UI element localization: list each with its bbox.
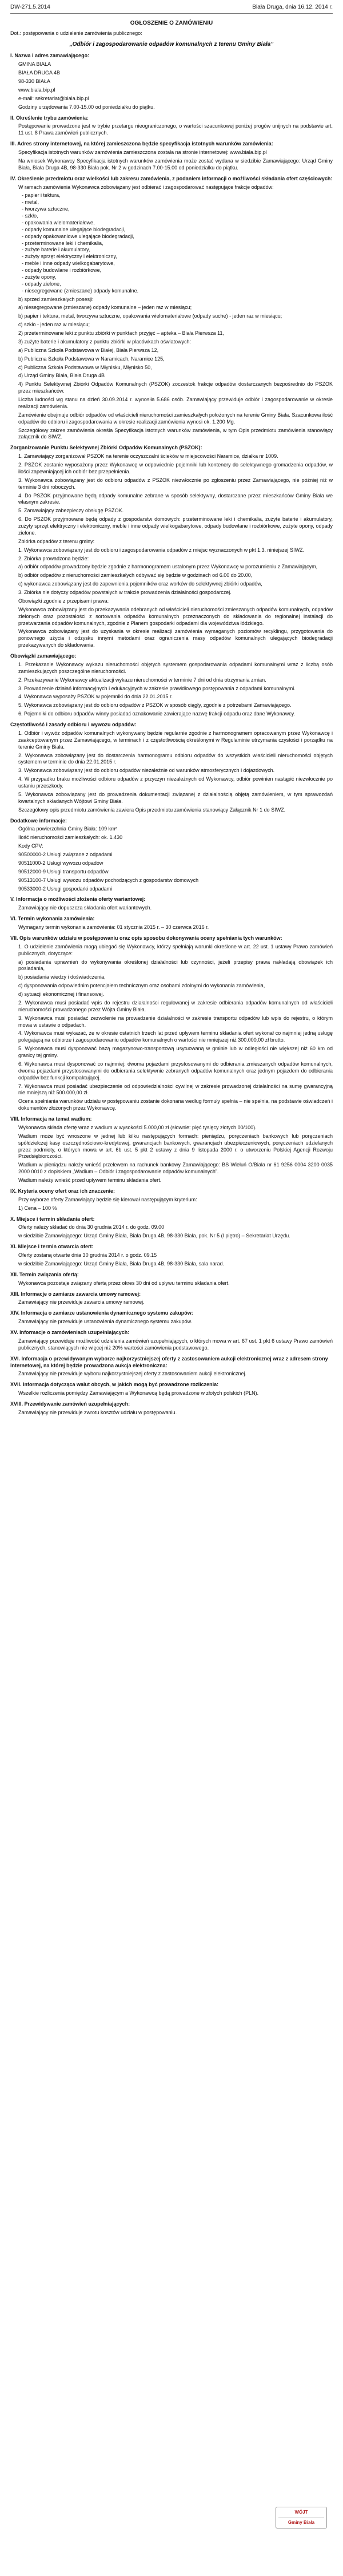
section-text: Oferty należy składać do dnia 30 grudnia 2014 r. do godz. 09.00 (18, 1224, 165, 1230)
section-heading: XVII. Informacja dotycząca walut obcych, w jakich mogą być prowadzone rozliczenia: (10, 1382, 219, 1388)
signature-stamp (276, 2507, 327, 2553)
place-date: Biała Druga, dnia 16.12. 2014 r. (252, 4, 333, 10)
section-text: Wymagany termin wykonania zamówienia: 01 stycznia 2015 r. – 30 czerwca 2016 r. (18, 924, 209, 931)
stamp-line-1: WÓJT (294, 2510, 308, 2515)
section-text: 1. Odbiór i wywóz odpadów komunalnych wykonywany będzie regularnie zgodnie z harmonogramem opracowanym przez Wykonawcę i zaakceptowanym przez Zamawiającego, w terminach i z częstotliwością określonymi w Regulaminie utrzymania czystości i porządku na terenie Gminy Biała. (18, 730, 333, 750)
section-text: 6. Pojemniki do odbioru odpadów winny posiadać oznakowanie zawierające nazwę frakcji odpadu oraz dane Wykonawcy. (18, 711, 296, 717)
section-text: 1. Zamawiający zorganizował PSZOK na terenie oczyszczalni ścieków w miejscowości Naramice, działka nr 1009. (18, 453, 278, 460)
stamp-line-2: Gminy Biała (288, 2519, 315, 2525)
section-text: Liczba ludności wg stanu na dzień 30.09.2014 r. wynosiła 5.686 osób. Zamawiający przewiduje odbiór i zagospodarowanie w okresie realizacji zamówienia. (18, 397, 333, 409)
list-item: - meble i inne odpady wielkogabarytowe, (22, 260, 333, 267)
section-text: b) Publiczna Szkoła Podstawowa w Naramicach, Naramice 125, (18, 355, 165, 362)
section-text: c) Publiczna Szkoła Podstawowa w Młynisku, Młynisko 50, (18, 364, 152, 370)
section-text: Wadium należy wnieść przed upływem terminu składania ofert. (18, 1177, 162, 1184)
section-text: b) posiadania wiedzy i doświadczenia, (18, 974, 106, 980)
section-text: 4. W przypadku braku możliwości odbioru odpadów z przyczyn niezależnych od Wykonawcy, odbiór powinien nastąpić niezwłocznie po ustaniu przeszkody. (18, 776, 333, 789)
section-text: Zamawiający nie dopuszcza składania ofert wariantowych. (18, 905, 152, 911)
fraction-list (22, 192, 333, 294)
list-item: - metal, (22, 199, 333, 206)
section-text: b) papier i tektura, metal, tworzywa sztuczne, opakowania wielomateriałowe (odpady suche) - jeden raz w miesiącu; (18, 313, 282, 319)
section-text: 90500000-2 Usługi związane z odpadami (18, 852, 113, 858)
list-item: - odpady opakowaniowe ulegające biodegradacji, (22, 234, 333, 240)
section-text: 3. Wykonawca musi posiadać zezwolenie na prowadzenie działalności w zakresie transportu odpadów lub wpis do rejestru, o którym mowa w ustawie o odpadach. (18, 1015, 333, 1028)
section-heading: Zorganizowanie Punktu Selektywnej Zbiórki Odpadów Komunalnych (PSZOK): (10, 445, 202, 451)
section-heading: III. Adres strony internetowej, na której zamieszczona będzie specyfikacja istotnych warunków zamówienia: (10, 141, 273, 147)
section-text: Postępowanie prowadzone jest w trybie przetargu nieograniczonego, o wartości szacunkowej poniżej progów unijnych na podstawie art. 11 ust. 8 Prawa zamówień publicznych. (18, 123, 333, 136)
sections-container (10, 53, 333, 1416)
section-text: 98-330 BIAŁA (18, 78, 51, 85)
section-text: b) sprzed zamieszkałych posesji: (18, 296, 94, 302)
document-page (10, 0, 333, 2525)
section-heading: VIII. Informacja na temat wadium: (10, 1116, 92, 1122)
section-heading: I. Nazwa i adres zamawiającego: (10, 53, 90, 59)
section-heading: XVIII. Przewidywanie zamówień uzupełniających: (10, 1401, 130, 1407)
section-text: Zamawiający nie przewiduje zwrotu kosztów udziału w postępowaniu. (18, 1409, 177, 1415)
section-heading: XII. Termin związania ofertą: (10, 1271, 79, 1277)
section-text: Ogólna powierzchnia Gminy Biała: 109 km² (18, 826, 117, 832)
section-text: 1) Cena – 100 % (18, 1205, 57, 1211)
section-text: 2. Wykonawca musi posiadać wpis do rejestru działalności regulowanej w zakresie odbierania odpadów komunalnych od właścicieli nieruchomości prowadzonego przez Wójta Gminy Biała. (18, 999, 333, 1012)
section-text: c) dysponowania odpowiednim potencjałem technicznym oraz osobami zdolnymi do wykonania zamówienia, (18, 983, 265, 989)
list-item: - papier i tektura, (22, 192, 333, 199)
section-text: 3. Wykonawca zobowiązany jest do odbioru odpadów niezależnie od warunków atmosferycznych i dojazdowych. (18, 767, 275, 774)
subject-name: „Odbiór i zagospodarowanie odpadów komunalnych z terenu Gminy Biała” (69, 41, 274, 48)
list-item: - odpady budowlane i rozbiórkowe, (22, 267, 333, 274)
section-text: Obowiązki zgodnie z przepisami prawa: (18, 597, 109, 604)
section-text: Specyfikacja istotnych warunków zamówienia zamieszczona została na stronie internetowej: www.biala.bip.pl (18, 149, 267, 156)
section-heading: VII. Opis warunków udziału w postępowaniu oraz opis sposobu dokonywania oceny spełniania tych warunków: (10, 935, 282, 941)
list-item: - odpady komunalne ulegające biodegradacji, (22, 227, 333, 234)
section-heading: Dodatkowe informacje: (10, 817, 67, 824)
section-text: a) Publiczna Szkoła Podstawowa w Białej, Biała Pierwsza 12, (18, 347, 159, 353)
section-text: Zbiórka odpadów z terenu gminy: (18, 538, 95, 544)
list-item: - zużyty sprzęt elektryczny i elektroniczny, (22, 254, 333, 260)
section-text: W ramach zamówienia Wykonawca zobowiązany jest odbierać i zagospodarować następujące frakcje odpadów: (18, 184, 274, 190)
section-text: Oferty zostaną otwarte dnia 30 grudnia 2014 r. o godz. 09.15 (18, 1252, 157, 1259)
section-text: 4) Punktu Selektywnej Zbiórki Odpadów Komunalnych (PSZOK) zoczestok frakcje odpadów dostarczanych bezpośrednio do PSZOK przez mieszkańców. (18, 381, 333, 394)
section-text: Szczegółowy zakres zamówienia określa Specyfikacja istotnych warunków zamówienia, w tym Opis przedmiotu zamówienia stanowiący załącznik do SIWZ. (18, 427, 333, 440)
section-text: 2. Wykonawca zobowiązany jest do dostarczenia harmonogramu odbioru odpadów do wszystkich właścicieli nieruchomości objętych systemem w terminie do dnia 22.01.2015 r. (18, 752, 333, 765)
list-item: - przeterminowane leki i chemikalia, (22, 240, 333, 247)
section-text: Wszelkie rozliczenia pomiędzy Zamawiającym a Wykonawcą będą prowadzone w złotych polskich (PLN). (18, 1390, 259, 1396)
section-text: Zamówienie obejmuje odbiór odpadów od właścicieli nieruchomości zamieszkałych położonych na terenie Gminy Biała. Szacunkowa ilość odpadów do odbioru i zagospodarowania w okresie realizacji zamówienia wynosi ok. 1.200 Mg. (18, 411, 333, 425)
section-text: 6. Wykonawca musi dysponować co najmniej: dwoma pojazdami przystosowanymi do odbierania zmieszanych odpadów komunalnych, dwoma pojazdami przystosowanymi do odbierania selektywnie zebranych odpadów komunalnych oraz jednym pojazdem do odbierania odpadów bez funkcji kompaktującej. (18, 1061, 333, 1081)
section-heading: XIII. Informacje o zamiarze zawarcia umowy ramowej: (10, 1291, 141, 1297)
section-text: Zamawiający przewiduje możliwość udzielenia zamówień uzupełniających, o których mowa w art. 67 ust. 1 pkt 6 ustawy Prawo zamówień publicznych, stanowiących nie więcej niż 20% wartości zamówienia podstawowego. (18, 1338, 333, 1351)
section-text: 2. Zbiórka prowadzona będzie: (18, 555, 89, 561)
section-text: a) odbiór odpadów prowadzony będzie zgodnie z harmonogramem ustalonym przez Wykonawcę w porozumieniu z Zamawiającym, (18, 564, 318, 570)
section-text: Kody CPV: (18, 843, 43, 849)
section-text: Zamawiający nie przewiduje ustanowienia dynamicznego systemu zakupów. (18, 1319, 193, 1325)
section-text: 4. Wykonawca wyposaży PSZOK w pojemniki do dnia 22.01.2015 r. (18, 694, 173, 700)
section-heading: XVI. Informacja o przewidywanym wyborze najkorzystniejszej oferty z zastosowaniem aukcji elektronicznej wraz z adresem strony internetowej, na której będzie prowadzona aukcja elektroniczna: (10, 1355, 328, 1368)
list-item: - odpady zielone, (22, 281, 333, 288)
section-text: BIAŁA DRUGA 4B (18, 70, 61, 76)
section-text: a) posiadania uprawnień do wykonywania określonej działalności lub czynności, jeżeli przepisy prawa nakładają obowiązek ich posiadania, (18, 959, 333, 972)
section-text: 90511000-2 Usługi wywozu odpadów (18, 860, 103, 866)
section-text: c) wykonawca zobowiązany jest do zapewnienia pojemników oraz worków do selektywnej zbiórki odpadów, (18, 581, 262, 587)
section-text: 3) zużyte baterie i akumulatory z punktu zbiórki w placówkach oświatowych: (18, 338, 192, 345)
section-text: 5. Wykonawca zobowiązany jest do odbioru odpadów z PSZOK w sposób ciągły, zgodnie z potrzebami Zamawiającego. (18, 702, 292, 709)
section-text: d) sytuacji ekonomicznej i finansowej. (18, 991, 105, 998)
section-text: c) szkło - jeden raz w miesiącu; (18, 322, 90, 328)
section-text: Wykonawca składa ofertę wraz z wadium w wysokości 5.000,00 zł (słownie: pięć tysięcy złotych 00/100). (18, 1124, 257, 1130)
section-heading: VI. Termin wykonania zamówienia: (10, 916, 95, 922)
section-text: 5. Zamawiający zabezpieczy obsługę PSZOK. (18, 508, 124, 514)
section-text: GMINA BIAŁA (18, 61, 51, 68)
section-text: 3. Wykonawca zobowiązany jest do odbioru odpadów z PSZOK niezwłocznie po zgłoszeniu przez Zamawiającego, nie później niż w terminie 3 dni roboczych. (18, 477, 333, 490)
section-text: 90512000-9 Usługi transportu odpadów (18, 868, 109, 875)
section-text: d) Urząd Gminy Biała, Biała Druga 4B (18, 373, 105, 379)
section-text: 4. Wykonawca musi wykazać, że w okresie ostatnich trzech lat przed upływem terminu składania ofert wykonał co najmniej jedną usługę polegającą na odbiorze i zagospodarowaniu odpadów komunalnych o wartości nie mniejszej niż 300.000,00 zł brutto. (18, 1030, 333, 1043)
document-id: DW-271.5.2014 (10, 4, 50, 10)
section-text: b) odbiór odpadów z nieruchomości zamieszkałych odbywać się będzie w godzinach od 6.00 do 20.00, (18, 572, 253, 579)
section-heading: V. Informacja o możliwości złożenia oferty wariantowej: (10, 896, 146, 903)
section-text: 3. Zbiórka nie dotyczy odpadów powstałych w trakcie prowadzenia działalności gospodarczej. (18, 589, 232, 596)
section-text: 3. Prowadzenie działań informacyjnych i edukacyjnych w zakresie prawidłowego postępowania z odpadami komunalnymi. (18, 685, 296, 691)
section-text: Przy wyborze oferty Zamawiający będzie się kierował następującym kryterium: (18, 1196, 197, 1202)
section-text: 1. Wykonawca zobowiązany jest do odbioru i zagospodarowania odpadów z miejsc wyznaczonych w pkt 1.3. niniejszej SIWZ. (18, 547, 305, 553)
section-heading: Obowiązki zamawiającego: (10, 653, 77, 659)
intro-text: Dot.: postępowania o udzielenie zamówienia publicznego: (10, 30, 142, 37)
section-heading: XIV. Informacja o zamiarze ustanowienia dynamicznego systemu zakupów: (10, 1310, 193, 1316)
list-item: - tworzywa sztuczne, (22, 206, 333, 213)
section-text: Wadium w pieniądzu należy wnieść przelewem na rachunek bankowy Zamawiającego: BS Wieluń O/Biała nr 61 9256 0004 3200 0035 2000 0010 z dopiskiem „Wadium – Odbiór i zagospodarowanie odpadów komunalnych”. (18, 1162, 333, 1175)
section-text: e-mail: sekretariat@biala.bip.pl (18, 95, 89, 101)
section-text: 2. Przekazywanie Wykonawcy aktualizacji wykazu nieruchomości w terminie 7 dni od dnia otrzymania zmian. (18, 676, 266, 683)
section-text: Wadium może być wnoszone w jednej lub kilku następujących formach: pieniądzu, poręczeniach bankowych lub poręczeniach spółdzielczej kasy oszczędnościowo-kredytowej, gwarancjach bankowych, gwarancjach ubezpieczeniowych, poręczeniach udzielanych przez podmioty, o których mowa w art. 6b ust. 5 pkt 2 ustawy z dnia 9 listopada 2000 r. o utworzeniu Polskiej Agencji Rozwoju Przedsiębiorczości. (18, 1133, 333, 1160)
section-text: 2. PSZOK zostanie wyposażony przez Wykonawcę w odpowiednie pojemniki lub kontenery do selektywnego gromadzenia odpadów, w ilości zapewniającej ich odbiór bez przepełnienia. (18, 462, 333, 474)
section-heading: XV. Informacje o zamówieniach uzupełniających: (10, 1329, 130, 1336)
section-text: Ocena spełniania warunków udziału w postępowaniu zostanie dokonana według formuły spełnia – nie spełnia, na podstawie oświadczeń i dokumentów złożonych przez Wykonawcę. (18, 1098, 333, 1111)
section-text: Wykonawca zobowiązany jest do uzyskania w okresie realizacji zamówienia wymaganych poziomów recyklingu, przygotowania do ponownego użycia i odzysku innymi metodami oraz ograniczenia masy odpadów komunalnych ulegających biodegradacji przekazywanych do składowania. (18, 628, 333, 648)
list-item: - niesegregowane (zmieszane) odpady komunalne. (22, 288, 333, 295)
section-text: 5. Wykonawca zobowiązany jest do prowadzenia dokumentacji związanej z działalnością objętą zamówieniem, w tym sprawozdań kwartalnych składanych Wójtowi Gminy Biała. (18, 791, 333, 804)
section-text: 6. Do PSZOK przyjmowane będą odpady z gospodarstw domowych: przeterminowane leki i chemikalia, zużyte baterie i akumulatory, zużyty sprzęt elektryczny i elektroniczny, meble i inne odpady wielkogabarytowe, odpady budowlane i rozbiórkowe, zużyte opony, odpady zielone. (18, 516, 333, 536)
section-text: Wykonawca pozostaje związany ofertą przez okres 30 dni od upływu terminu składania ofert. (18, 1280, 230, 1286)
section-heading: X. Miejsce i termin składania ofert: (10, 1216, 95, 1222)
list-item: - zużyte baterie i akumulatory, (22, 247, 333, 254)
list-item: - szkło, (22, 213, 333, 220)
document-header (10, 2, 333, 14)
section-text: Zamawiający nie przewiduje wyboru najkorzystniejszej oferty z zastosowaniem aukcji elektronicznej. (18, 1371, 247, 1377)
section-text: 5. Wykonawca musi dysponować bazą magazynowo-transportową usytuowaną w gminie lub w odległości nie większej niż 60 km od granicy tej gminy. (18, 1046, 333, 1059)
section-text: w siedzibie Zamawiającego: Urząd Gminy Biała, Biała Druga 4B, 98-330 Biała, pok. Nr 5 (I piętro) – Sekretariat Urzędu. (18, 1233, 290, 1239)
section-text: 90513100-7 Usługi wywozu odpadów pochodzących z gospodarstw domowych (18, 877, 199, 883)
section-heading: Częstotliwość i zasady odbioru i wywozu odpadów: (10, 722, 137, 728)
section-text: 90533000-2 Usługi gospodarki odpadami (18, 885, 113, 892)
section-text: Wykonawca zobowiązany jest do przekazywania odebranych od właścicieli nieruchomości zmieszanych odpadów komunalnych, odpadów zielonych oraz pozostałości z sortowania odpadów komunalnych przeznaczonych do składowania do regionalnej instalacji do przetwarzania odpadów komunalnych, zgodnie z Planem gospodarki odpadami dla województwa łódzkiego. (18, 606, 333, 626)
section-text: w siedzibie Zamawiającego: Urząd Gminy Biała, Biała Druga 4B, 98-330 Biała, sala narad. (18, 1260, 225, 1267)
list-item: - zużyte opony, (22, 274, 333, 281)
section-text: Na wniosek Wykonawcy Specyfikacja istotnych warunków zamówienia może zostać wydana w siedzibie Zamawiającego: Urząd Gminy Biała, Biała Druga 4B, 98-330 Biała pok. Nr 2 w godzinach 7.00-15.00 od poniedziałku do piątku. (18, 157, 333, 171)
section-text: 2) przeterminowane leki z punktu zbiórki w punktach przyjęć – apteka – Biała Pierwsza 11, (18, 330, 225, 337)
section-text: a) niesegregowane (zmieszane) odpady komunalne – jeden raz w miesiącu; (18, 304, 192, 311)
section-text: Ilość nieruchomości zamieszkałych: ok. 1.430 (18, 834, 123, 841)
section-heading: IV. Określenie przedmiotu oraz wielkości lub zakresu zamówienia, z podaniem informacji o możliwości składania ofert częściowych: (10, 175, 333, 181)
section-text: Szczegółowy opis przedmiotu zamówienia zawiera Opis przedmiotu zamówienia stanowiący Załącznik Nr 1 do SIWZ. (18, 806, 286, 813)
section-heading: XI. Miejsce i termin otwarcia ofert: (10, 1244, 94, 1250)
section-text: 4. Do PSZOK przyjmowane będą odpady komunalne zebrane w sposób selektywny, dostarczane przez mieszkańców Gminy Biała we własnym zakresie. (18, 492, 333, 505)
section-heading: II. Określenie trybu zamówienia: (10, 114, 89, 121)
section-text: www.biala.bip.pl (18, 86, 55, 93)
section-text: Zamawiający nie przewiduje zawarcia umowy ramowej. (18, 1299, 145, 1305)
section-text: 1. O udzielenie zamówienia mogą ubiegać się Wykonawcy, którzy spełniają warunki określone w art. 22 ust. 1 ustawy Prawo zamówień publicznych, dotyczące: (18, 943, 333, 956)
section-text: Godziny urzędowania 7.00-15.00 od poniedziałku do piątku. (18, 104, 155, 110)
section-text: 1. Przekazanie Wykonawcy wykazu nieruchomości objętych systemem gospodarowania odpadami komunalnymi wraz z liczbą osób zamieszkujących poszczególne nieruchomości. (18, 661, 333, 674)
document-title: OGŁOSZENIE O ZAMÓWIENIU (130, 20, 213, 27)
list-item: - opakowania wielomateriałowe, (22, 220, 333, 227)
section-heading: IX. Kryteria oceny ofert oraz ich znaczenie: (10, 1188, 115, 1194)
section-text: 7. Wykonawca musi posiadać ubezpieczenie od odpowiedzialności cywilnej w zakresie prowadzonej działalności na sumę gwarancyjną nie mniejszą niż 500.000,00 zł. (18, 1083, 333, 1096)
